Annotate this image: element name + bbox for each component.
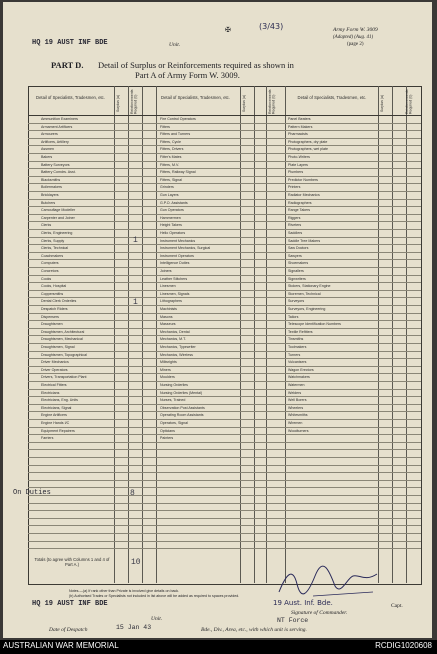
trade-label: Vulcanisers <box>288 360 307 365</box>
trade-label: Instrument Mechanics, Surgical <box>160 246 211 251</box>
row-line <box>28 237 421 238</box>
surplus-header-1: Surplus (a) <box>116 94 120 112</box>
trade-label: Sawyers <box>288 253 302 258</box>
handwritten-reference: (3/43) <box>259 22 284 31</box>
trade-label: Drivers, Transportation Plant <box>41 375 87 380</box>
trade-label: Tailors <box>288 314 299 319</box>
trade-label: Wheelers <box>288 405 304 410</box>
trade-label: Gun Operators <box>160 208 184 213</box>
row-line <box>28 404 421 405</box>
trade-label: Plate Layers <box>288 162 308 167</box>
trade-label: Photo-Writers <box>288 155 310 159</box>
trade-label: Mechanics, Dental <box>160 329 190 334</box>
trade-label: Miners <box>160 367 171 372</box>
row-line <box>28 313 421 314</box>
row-line <box>28 123 421 124</box>
trade-label: Surveyors <box>288 299 305 304</box>
trade-label: Fitters, Railway Signal <box>160 170 196 175</box>
row-line <box>28 419 421 420</box>
trade-label: Opticians <box>160 428 175 433</box>
trade-label: Draughtsmen <box>41 322 63 327</box>
handwritten-signature-unit: 19 Aust. Inf. Bde. <box>273 599 333 607</box>
title-line-1: Detail of Surplus or Reinforcements required as shown in <box>98 60 294 70</box>
row-line <box>28 259 421 260</box>
column-header-1: Detail of Specialists, Tradesmen, etc. <box>36 95 105 100</box>
trade-label: Observation Post Assistants <box>160 405 205 410</box>
trade-label: Turners <box>288 352 301 357</box>
row-line <box>28 503 421 504</box>
row-line <box>28 487 421 488</box>
row-line <box>28 381 421 382</box>
trade-label: Masons <box>160 314 173 319</box>
trade-label: Dispensers <box>41 314 59 319</box>
footer-unit: HQ 19 AUST INF BDE <box>32 600 108 608</box>
row-line <box>28 343 421 344</box>
row-line <box>28 214 421 215</box>
row-line <box>28 518 421 519</box>
archive-reference: RCDIG1020608 <box>375 641 432 650</box>
trade-label: Fire Control Operators <box>160 117 196 121</box>
trade-label: Driver Operators <box>41 367 68 372</box>
row-line <box>28 472 421 473</box>
trade-label: Electricians, Eng. Units <box>41 398 78 403</box>
trade-label: Draughtsmen, Topographical <box>41 352 87 357</box>
trade-label: Nursing Orderlies (Mental) <box>160 390 203 395</box>
trade-label: Armament Artificers <box>41 124 73 129</box>
trade-label: Clerks, Engineering <box>41 231 73 235</box>
trade-label: Machinists <box>160 307 177 311</box>
trade-label: Masseurs <box>160 322 176 327</box>
form-edition: (Adapted) (Aug. 41) <box>333 35 374 40</box>
row-line <box>28 525 421 526</box>
trade-label: Fitters, Drivers <box>160 147 184 152</box>
row-line <box>28 457 421 458</box>
trade-label: Saddle Tree Makers <box>288 238 321 243</box>
trade-label: Cooks <box>41 276 52 281</box>
row-line <box>28 252 421 253</box>
trade-label: Photographers, wet plate <box>288 147 328 152</box>
trade-label: Mechanics, M.T. <box>160 337 186 342</box>
trade-label: Signallers <box>288 269 304 273</box>
trade-label: Camouflage Modeller <box>41 208 76 213</box>
page-number: (page 2) <box>347 42 364 47</box>
trade-label: Bricklayers <box>41 193 59 197</box>
trade-label: Electrical Fitters <box>41 383 67 387</box>
despatch-label: Date of Despatch <box>49 627 88 633</box>
column-header-3: Detail of Specialists, Tradesmen, etc. <box>297 95 367 100</box>
trade-label: Riveters <box>288 223 302 228</box>
row-line <box>28 130 421 131</box>
force-name: NT Force <box>277 617 309 624</box>
trade-label: Assmen <box>41 147 54 152</box>
trade-label: Radiographers <box>288 200 312 205</box>
required-header-3: Reinforcements Required (b) <box>405 89 413 114</box>
trade-label: Coppersmiths <box>41 291 64 296</box>
trade-label: Nursing Orderlies <box>160 383 188 387</box>
note-b: (b) Authorised Trades or Specialists not included in list above will be added as required to spaces provided. <box>69 594 240 598</box>
trade-label: Battery Comdrs. Asst. <box>41 170 76 175</box>
row-line <box>28 434 421 435</box>
trade-label: Telescope Identification Numbers <box>288 322 341 327</box>
trade-label: Fitters, Cycle <box>160 139 181 144</box>
row-line <box>28 282 421 283</box>
trade-label: Printers <box>288 185 301 190</box>
trade-label: Butchers <box>41 200 56 205</box>
trade-label: Mechanics, Wireless <box>160 352 193 357</box>
row-line <box>28 335 421 336</box>
row-line <box>28 480 421 481</box>
trade-label: Shoemakers <box>288 261 309 266</box>
row-line <box>28 396 421 397</box>
trade-label: Fitters and Turners <box>160 132 191 137</box>
trade-label: Farriers <box>41 436 54 441</box>
extra-trade-on-duties: On Duties <box>13 489 51 497</box>
trade-label: Computers <box>41 261 59 266</box>
stamp-mark: ✠ <box>225 26 231 34</box>
commander-signature <box>273 562 383 600</box>
trade-label: Fitters <box>160 124 170 129</box>
trade-label: Electricians, Signal <box>41 405 72 410</box>
row-line <box>28 442 421 443</box>
trade-label: Gun Layers <box>160 193 179 197</box>
row-line <box>28 495 421 496</box>
trade-label: Fitters, M.V. <box>160 162 180 167</box>
trade-label: Nurses, Trained <box>160 398 186 403</box>
trade-label: Riggers <box>288 215 301 220</box>
column-header-2: Detail of Specialists, Tradesmen, etc. <box>161 95 230 100</box>
trade-label: Engine Hands I/C <box>41 421 70 425</box>
trade-label: Intelligence Duties <box>160 261 190 266</box>
trade-label: Painters <box>160 436 174 441</box>
trade-label: Ammunition Examiners <box>41 117 78 121</box>
trade-label: Grinders <box>160 185 174 190</box>
trade-label: Leather Stitchers <box>160 276 188 281</box>
trade-label: Draughtsmen, Architectural <box>41 329 85 334</box>
surplus-header-2: Surplus (a) <box>242 94 246 112</box>
row-line <box>28 183 421 184</box>
row-line <box>28 305 421 306</box>
trade-label: Whitesmiths <box>288 413 308 418</box>
row-line <box>28 161 421 162</box>
row-line <box>28 548 421 549</box>
title-line-2: Part A of Army Form W. 3009. <box>135 70 240 80</box>
row-line <box>28 510 421 511</box>
trade-label: Dental Clerk Orderlies <box>41 299 77 304</box>
trade-label: Stokers, Stationary Engine <box>288 284 331 289</box>
header-divider <box>28 115 421 116</box>
trade-label: Lithographers <box>160 299 182 304</box>
row-line <box>28 206 421 207</box>
trade-label: Signwriters <box>288 276 306 281</box>
trade-label: Fitters, Signal <box>160 177 182 182</box>
service-label: Bde., Div., Area, etc., with which unit is serving. <box>201 627 307 633</box>
army-form-page <box>3 2 432 638</box>
row-line <box>28 221 421 222</box>
row-line <box>28 389 421 390</box>
row-line <box>28 328 421 329</box>
trade-label: Textile Refitters <box>288 329 313 334</box>
trade-label: Driver Mechanics <box>41 360 69 365</box>
total-required: 10 <box>131 558 141 567</box>
trade-label: Woodturners <box>288 428 309 433</box>
trade-label: Clerks, Technical <box>41 246 69 251</box>
trade-label: Wiremen <box>288 421 303 425</box>
caption-bar <box>0 640 437 654</box>
trade-label: Linesmen <box>160 284 176 289</box>
totals-label: Totals (to agree with Columns 1 and 4 of Part A.) <box>34 557 110 567</box>
trade-label: Pattern Makers <box>288 124 313 129</box>
row-line <box>28 244 421 245</box>
trade-label: Boilermakers <box>41 185 62 190</box>
required-header-2: Reinforcements Required (b) <box>268 89 276 114</box>
row-line <box>28 320 421 321</box>
trade-label: Clerks <box>41 223 52 228</box>
row-line <box>28 427 421 428</box>
trade-label: Instrument Operators <box>160 253 194 258</box>
archive-name: AUSTRALIAN WAR MEMORIAL <box>3 641 119 650</box>
trade-label: Joiners <box>160 269 172 273</box>
row-line <box>28 290 421 291</box>
row-line <box>28 297 421 298</box>
clerks-required: 1 <box>133 236 138 245</box>
row-line <box>28 373 421 374</box>
trade-label: Welders <box>288 390 302 395</box>
row-line <box>28 153 421 154</box>
trade-label: Draughtsmen, Mechanical <box>41 337 83 342</box>
trade-label: Radiator Mechanics <box>288 193 320 197</box>
trade-label: Tinsmiths <box>288 337 304 342</box>
row-line <box>28 366 421 367</box>
trade-label: Cooks, Hospital <box>41 284 67 289</box>
trade-label: Draughtsmen, Signal <box>41 345 75 349</box>
trade-label: Bakers <box>41 155 53 159</box>
row-line <box>28 533 421 534</box>
trade-label: Watchmakers <box>288 375 310 380</box>
note-a: Notes.—(a) If rank other than Private is involved give details on back. <box>69 589 180 593</box>
trade-label: Millwrights <box>160 360 177 365</box>
trade-label: Battery Surveyors <box>41 162 70 167</box>
row-line <box>28 191 421 192</box>
trade-label: Linesmen, Signals <box>160 291 190 296</box>
trade-label: Pharmacists <box>288 132 308 137</box>
trade-label: Despatch Riders <box>41 307 68 311</box>
row-line <box>28 229 421 230</box>
trade-label: Panel Beaters <box>288 117 311 121</box>
trade-label: Carpenter and Joiner <box>41 215 75 220</box>
row-line <box>28 351 421 352</box>
trade-label: Instrument Mechanics <box>160 238 196 243</box>
trade-label: Saddlers <box>288 231 303 235</box>
on-duties-required: 8 <box>130 489 135 498</box>
unit-label: Unit. <box>169 42 181 48</box>
trade-label: Hammermen <box>160 215 181 220</box>
trade-label: Wagon Erectors <box>288 367 314 372</box>
row-line <box>28 465 421 466</box>
signature-label: Signature of Commander. <box>291 610 348 616</box>
trade-label: Toolmakers <box>288 345 307 349</box>
row-line <box>28 275 421 276</box>
cooks-required: 1 <box>133 298 138 307</box>
trade-label: Mechanics, Typewriter <box>160 345 196 349</box>
trade-label: Well Borers <box>288 398 307 403</box>
trade-label: Storemen, Technical <box>288 291 321 296</box>
trade-label: Helio Operators <box>160 231 186 235</box>
row-line <box>28 176 421 177</box>
row-line <box>28 267 421 268</box>
row-line <box>28 145 421 146</box>
trade-label: Operating Room Assistants <box>160 413 204 418</box>
trade-label: Range Takers <box>288 208 311 213</box>
trade-label: Photographers, dry plate <box>288 139 328 144</box>
surplus-header-3: Surplus (a) <box>380 94 384 112</box>
trade-label: G.P.O. Assistants <box>160 200 188 205</box>
footer-unit-label: Unit. <box>151 616 163 622</box>
trade-label: Predictor Numbers <box>288 177 318 182</box>
trade-label: Armourers <box>41 132 58 137</box>
trade-label: Height Takers <box>160 223 182 228</box>
trade-label: Clerks, Supply <box>41 238 65 243</box>
trade-label: Operators, Signal <box>160 421 188 425</box>
capt-label: Capt. <box>391 603 403 609</box>
row-line <box>28 168 421 169</box>
row-line <box>28 199 421 200</box>
trade-label: Equipment Repairers <box>41 428 75 433</box>
trade-label: Watermen <box>288 383 305 387</box>
trade-label: Engine Artificers <box>41 413 67 418</box>
trade-label: Concretors <box>41 269 59 273</box>
trade-label: Surveyors, Engineering <box>288 307 326 311</box>
trade-label: Saw Doctors <box>288 246 309 251</box>
trade-label: Moulders <box>160 375 175 380</box>
row-line <box>28 541 421 542</box>
form-number: Army Form W. 3009 <box>333 27 378 33</box>
required-header-1: Reinforcements Required (b) <box>130 89 138 114</box>
despatch-date: 15 Jan 43 <box>116 624 152 631</box>
trade-label: Plumbers <box>288 170 304 175</box>
unit-name: HQ 19 AUST INF BDE <box>32 39 108 47</box>
trade-label: Coachmakers <box>41 253 64 258</box>
trade-label: Fitter's Mates <box>160 155 182 159</box>
part-title: PART D. <box>51 60 84 70</box>
row-line <box>28 138 421 139</box>
row-line <box>28 358 421 359</box>
trade-label: Blacksmiths <box>41 177 61 182</box>
trade-label: Electricians <box>41 390 60 395</box>
trade-label: Artificers, Artillery <box>41 139 69 144</box>
row-line <box>28 411 421 412</box>
row-line <box>28 449 421 450</box>
